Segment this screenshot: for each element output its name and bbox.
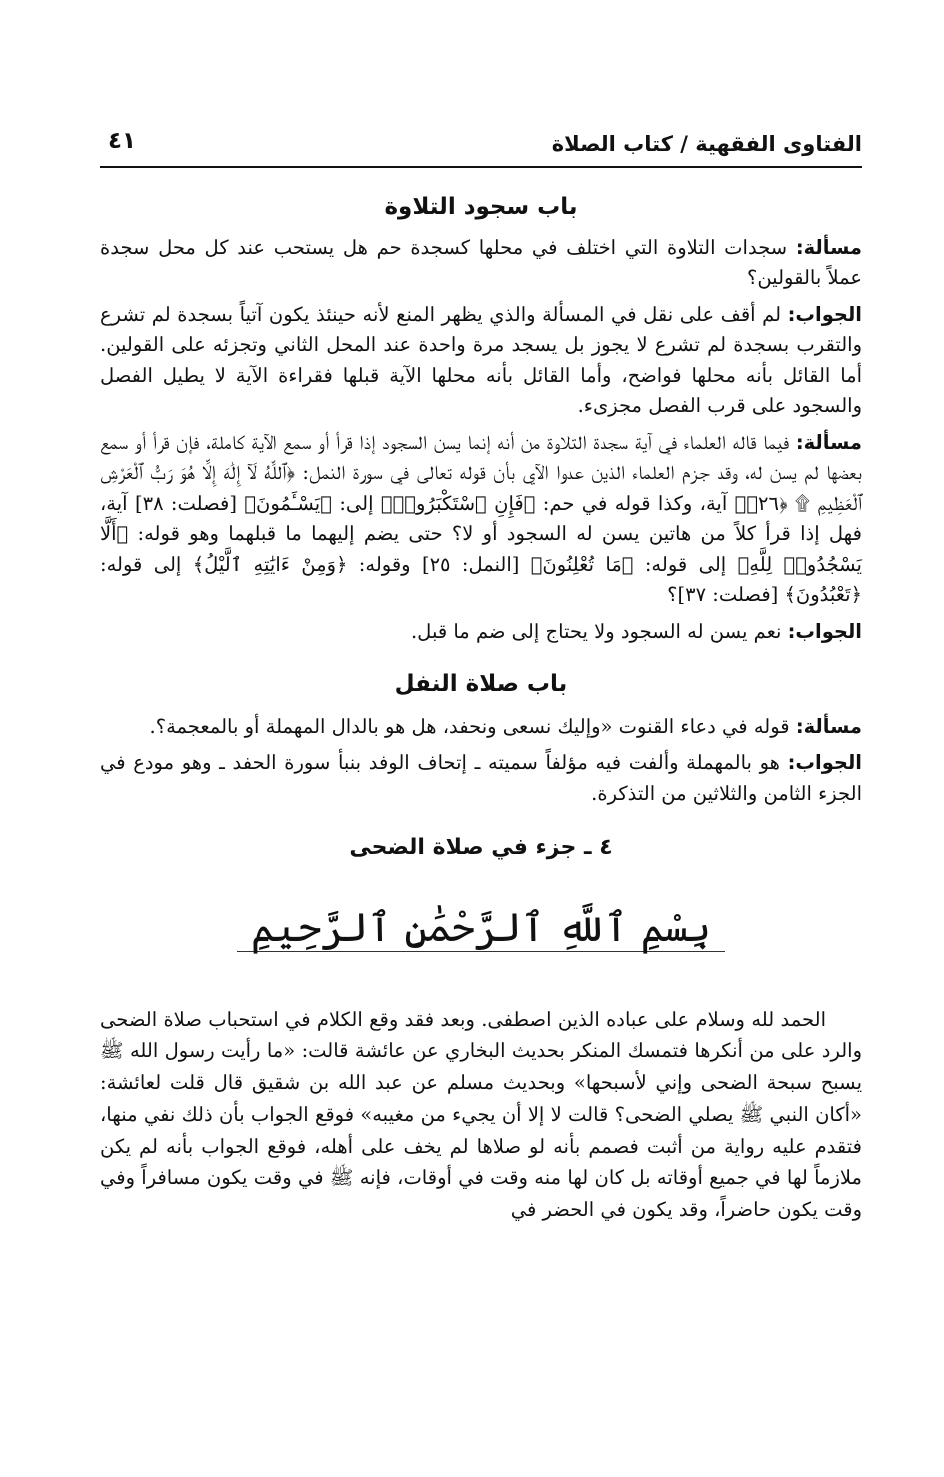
answer-paragraph bbox=[100, 748, 862, 809]
question-label: مسألة: bbox=[795, 714, 862, 738]
answer-text: نعم يسن له السجود ولا يحتاج إلى ضم ما قبل. bbox=[410, 619, 788, 643]
answer-label: الجواب: bbox=[787, 302, 862, 326]
question-paragraph bbox=[100, 712, 862, 743]
section-title-duha: ٤ ـ جزء في صلاة الضحى bbox=[349, 835, 613, 860]
answer-paragraph bbox=[100, 617, 862, 648]
chapter-title-nafl: باب صلاة النفل bbox=[394, 671, 568, 697]
basmala-text: بِسْمِ ٱللَّهِ ٱلرَّحْمَٰنِ ٱلرَّحِيمِ bbox=[237, 905, 725, 952]
question-text: قوله في دعاء القنوت «وإليك نسعى ونحفد، هل هو بالدال المهملة أو بالمعجمة؟. bbox=[149, 714, 796, 738]
question-text: سجدات التلاوة التي اختلف في محلها كسجدة حم هل يستحب عند كل محل سجدة عملاً بالقولين؟ bbox=[100, 235, 862, 289]
page-content bbox=[100, 192, 862, 1232]
running-title: الفتاوى الفقهية / كتاب الصلاة bbox=[551, 132, 862, 156]
running-header bbox=[100, 128, 862, 164]
answer-paragraph bbox=[100, 300, 862, 422]
answer-text: هو بالمهملة وألفت فيه مؤلفاً سميته ـ إتحاف الوفد بنبأ سورة الحفد ـ وهو مودع في الجزء الثامن والثلاثين من التذكرة. bbox=[100, 751, 862, 805]
answer-label: الجواب: bbox=[787, 619, 862, 643]
chapter-title-sujud: باب سجود التلاوة bbox=[384, 194, 578, 220]
answer-label: الجواب: bbox=[787, 751, 862, 774]
answer-text: لم أقف على نقل في المسألة والذي يظهر المنع لأنه حينئذ يكون آتياً بسجدة لم تشرع والتقرب بسجدة لم تشرع لا يجوز بل يسجد مرة واحدة عند المحل الثاني وتجزئه على القولين. أما القائل بأنه محلها فواضح، وأما القائل بأنه محلها الآية قبلها فقراءة الآية لا يطيل الفصل والسجود على قرب الفصل مجزىء. bbox=[100, 302, 862, 417]
body-paragraph: الحمد لله وسلام على عباده الذين اصطفى. وبعد فقد وقع الكلام في استحباب صلاة الضحى والرد على من أنكرها فتمسك المنكر بحديث البخاري عن عائشة قالت: «ما رأيت رسول الله ﷺ يسبح سبحة الضحى وإني لأسبحها» وبحديث مسلم عن عبد الله بن شقيق قال قلت لعائشة: «أكان النبي ﷺ يصلي الضحى؟ قالت لا إلا أن يجيء من مغيبه» فوقع الجواب بأن ذلك نفي منها، فتقدم عليه رواية من أثبت فصمم بأنه لو صلاها لم يخف على أهله، فوقع الجواب بأنه لم يكن ملازماً لها في جميع أوقاته بل كان لها منه وقت في أوقات، فإنه ﷺ في وقت يكون مسافراً وفي وقت يكون حاضراً، وقد يكون في الحضر في bbox=[100, 1007, 862, 1222]
question-label: مسألة: bbox=[795, 235, 862, 259]
page-number: ٤١ bbox=[108, 128, 137, 154]
question-paragraph bbox=[100, 428, 862, 611]
question-paragraph bbox=[100, 233, 862, 294]
header-rule bbox=[100, 166, 862, 168]
question-label: مسألة: bbox=[795, 430, 862, 454]
question-text: فيما قاله العلماء في آية سجدة التلاوة من أنه إنما يسن السجود إذا قرأ أو سمع الآية كاملة، فإن قرأ أو سمع بعضها لم يسن له، وقد جزم العلماء الذين عدوا الآي بأن قوله تعالى في سورة النمل: ﴿ٱللَّهُ لَآ إِلَٰهَ إِلَّا هُوَ رَبُّ ٱلْعَرْشِ ٱلْعَظِيمِ ۩ ﴿٢٦﴾﴾ آية، وكذا قوله في حم: ﴿فَإِنِ ٱسْتَكْبَرُوا۟﴾ إلى: ﴿يَسْـَٔمُونَ﴾ [فصلت: ٣٨] آية، فهل إذا قرأ كلاً من هاتين يسن له السجود أو لا؟ حتى يضم إليهما ما قبلهما وهو قوله: ﴿أَلَّا يَسْجُدُوا۟ لِلَّهِ﴾ إلى قوله: ﴿مَا تُعْلِنُونَ﴾ [النمل: ٢٥] وقوله: ﴿وَمِنْ ءَايَٰتِهِ ٱلَّيْلُ﴾ إلى قوله: ﴿تَعْبُدُونَ﴾ [فصلت: ٣٧]؟ bbox=[100, 430, 862, 606]
basmala bbox=[100, 898, 862, 958]
